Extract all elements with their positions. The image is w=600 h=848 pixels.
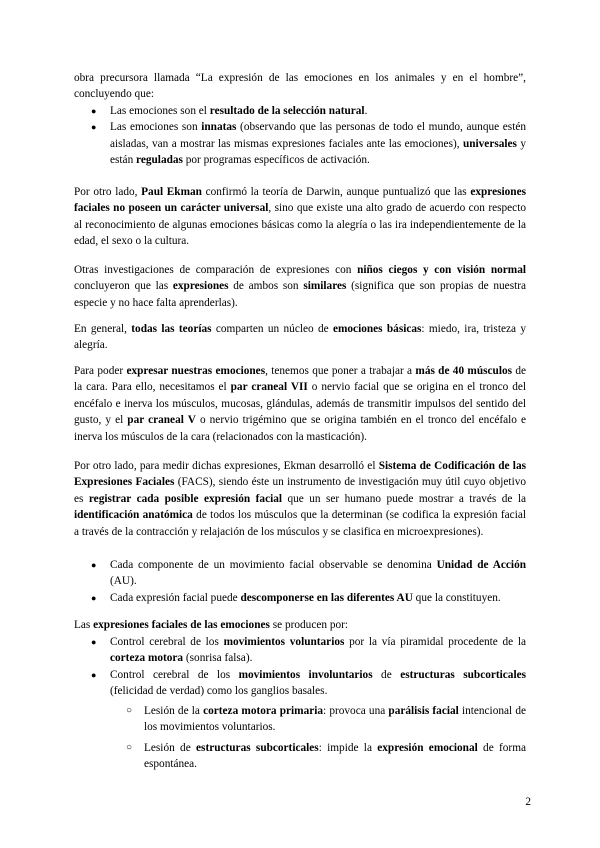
bold-text: expresiones faciales no poseen un carácter universal bbox=[74, 186, 526, 215]
list-item bbox=[74, 119, 526, 168]
text: Lesión de bbox=[144, 741, 197, 754]
text: . bbox=[364, 105, 368, 117]
bold-text: reguladas bbox=[136, 154, 183, 167]
bold-text: movimientos involuntarios bbox=[238, 668, 373, 681]
text: de bbox=[372, 668, 401, 681]
paragraph-blind-children bbox=[74, 262, 526, 311]
text: Cada componente de un movimiento facial observable se denomina bbox=[110, 559, 437, 571]
bold-text: expresar nuestras emociones bbox=[126, 365, 266, 377]
text: (observando que las personas de todo el mundo, aunque estén aisladas, van a mostrar las mismas expresiones faciales ante las emociones), bbox=[110, 121, 526, 150]
text: por la vía piramidal procedente de la bbox=[344, 636, 526, 648]
paragraph-ekman bbox=[74, 184, 526, 250]
text: o nervio facial que se origina en el tronco del encéfalo e inerva los músculos, mucosas, glándulas, además de transmitir impulsos del sentido del gusto, y el bbox=[74, 381, 526, 427]
text: Control cerebral de los bbox=[110, 668, 239, 681]
list-item bbox=[74, 103, 526, 119]
list-darwin-conclusions bbox=[74, 103, 526, 169]
text: Para poder bbox=[74, 365, 127, 377]
text: intencional de los movimientos voluntarios. bbox=[144, 705, 526, 734]
text: que la constituyen. bbox=[412, 591, 501, 604]
text: obra precursora llamada “La expresión de las emociones en los animales y en el hombre”, concluyendo que: bbox=[74, 72, 526, 101]
sublist-lesions bbox=[110, 703, 526, 773]
bold-text: expresión emocional bbox=[377, 741, 478, 754]
text: Cada expresión facial puede bbox=[110, 591, 241, 604]
text: concluyeron que las bbox=[74, 280, 173, 293]
list-item bbox=[74, 590, 526, 606]
text: o nervio trigémino que se origina también en el tronco del encéfalo e inerva los músculos de la cara (relacionados con la masticación). bbox=[74, 414, 526, 443]
list-item bbox=[74, 667, 526, 700]
text: que un ser humano puede mostrar a través de la bbox=[282, 492, 526, 505]
text: En general, bbox=[74, 323, 132, 335]
bold-text: Unidad de Acción bbox=[436, 559, 526, 571]
bold-text: estructuras subcorticales bbox=[196, 741, 319, 754]
page-number: 2 bbox=[525, 796, 531, 808]
text: Por otro lado, bbox=[74, 186, 142, 198]
text: por programas específicos de activación. bbox=[182, 154, 370, 167]
bold-text: Paul Ekman bbox=[141, 186, 202, 198]
sublist-item bbox=[110, 740, 526, 773]
bold-text: emociones básicas bbox=[332, 323, 422, 335]
bold-text: niños ciegos y con visión normal bbox=[357, 264, 526, 276]
text: Otras investigaciones de comparación de expresiones con bbox=[74, 264, 358, 276]
bold-text: resultado de la selección natural bbox=[209, 105, 365, 117]
paragraph-intro bbox=[74, 70, 526, 103]
text: y están bbox=[110, 137, 526, 167]
text: : provoca una bbox=[323, 705, 389, 717]
bold-text: expresiones bbox=[172, 280, 229, 293]
text: se producen por: bbox=[269, 619, 349, 631]
bold-text: Sistema de Codificación de las Expresiones Faciales bbox=[74, 460, 526, 489]
text: (AU). bbox=[110, 575, 137, 588]
bold-text: similares bbox=[303, 280, 347, 293]
list-action-units bbox=[74, 557, 526, 606]
paragraph-facs bbox=[74, 458, 526, 540]
text: Control cerebral de los bbox=[110, 636, 224, 648]
text: : miedo, ira, tristeza y alegría. bbox=[74, 323, 526, 352]
bold-text: registrar cada posible expresión facial bbox=[88, 492, 283, 505]
bold-text: innatas bbox=[201, 121, 237, 134]
bold-text: descomponerse en las diferentes AU bbox=[240, 591, 413, 604]
text: , sino que existe una alto grado de acuerdo con respecto al reconocimiento de algunas emociones básicas como la alegría o las ira independientemente de la edad, el sexo o la cultura. bbox=[74, 202, 526, 248]
text: Las emociones son el bbox=[110, 105, 210, 117]
text: Por otro lado, para medir dichas expresiones, Ekman desarrolló el bbox=[74, 460, 379, 472]
text: de todos los músculos que la determinan (se codifica la expresión facial a través de la contracción y relajación de los músculos y se clasifica en microexpresiones). bbox=[74, 509, 526, 538]
bold-text: corteza motora primaria bbox=[203, 705, 324, 717]
paragraph-basic-emotions bbox=[74, 321, 526, 354]
text: Las emociones son bbox=[110, 121, 202, 134]
text: Las bbox=[74, 619, 94, 631]
bold-text: parálisis facial bbox=[388, 705, 459, 717]
text: de ambos son bbox=[228, 280, 304, 293]
text: (felicidad de verdad) como los ganglios basales. bbox=[110, 685, 328, 698]
text: confirmó la teoría de Darwin, aunque puntualizó que las bbox=[201, 186, 471, 198]
bold-text: identificación anatómica bbox=[74, 509, 193, 522]
text: Lesión de la bbox=[144, 705, 204, 717]
bold-text: más de 40 músculos bbox=[415, 365, 513, 377]
text: de la cara. Para ello, necesitamos el bbox=[74, 365, 527, 394]
bold-text: par craneal V bbox=[127, 414, 196, 427]
bold-text: todas las teorías bbox=[131, 323, 212, 335]
bold-text: expresiones faciales de las emociones bbox=[93, 619, 270, 631]
bold-text: par craneal VII bbox=[230, 381, 308, 394]
text: , tenemos que poner a trabajar a bbox=[265, 365, 416, 377]
text: de forma espontánea. bbox=[144, 741, 526, 771]
text: : impide la bbox=[318, 741, 378, 754]
sublist-item bbox=[110, 703, 526, 736]
bold-text: movimientos voluntarios bbox=[223, 636, 345, 648]
text: (FACS), siendo éste un instrumento de investigación muy útil cuyo objetivo es bbox=[74, 476, 527, 505]
paragraph-expressions-produced bbox=[74, 617, 526, 633]
bold-text: corteza motora bbox=[110, 652, 184, 665]
list-item bbox=[74, 634, 526, 667]
text: comparten un núcleo de bbox=[211, 323, 333, 335]
list-item bbox=[74, 557, 526, 590]
paragraph-facial-muscles bbox=[74, 363, 526, 445]
text: (sonrisa falsa). bbox=[183, 652, 253, 665]
bold-text: universales bbox=[462, 137, 517, 150]
list-cerebral-control bbox=[74, 634, 526, 700]
bold-text: estructuras subcorticales bbox=[400, 668, 526, 681]
text: (significa que son propias de nuestra especie y no hace falta aprenderlas). bbox=[74, 280, 527, 309]
